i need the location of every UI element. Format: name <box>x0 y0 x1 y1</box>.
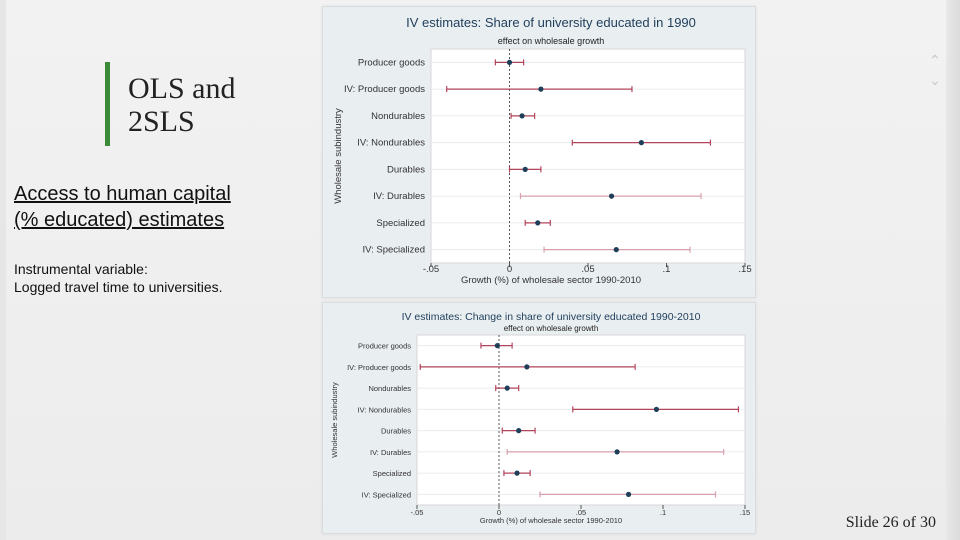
instrument-note <box>14 260 314 296</box>
y-axis-label: Wholesale subindustry <box>330 382 339 458</box>
chart-subtitle: effect on wholesale growth <box>503 324 599 333</box>
x-tick-label: .1 <box>659 508 667 517</box>
y-tick-label: Durables <box>380 426 411 436</box>
x-tick-label: .05 <box>581 264 595 275</box>
y-tick-label: IV: Specialized <box>361 490 411 500</box>
subtitle-line-2: (% educated) estimates <box>14 209 225 231</box>
estimate-point <box>654 407 659 412</box>
y-tick-label: Producer goods <box>357 57 425 69</box>
chart-subtitle: effect on wholesale growth <box>497 36 605 46</box>
instrument-note-line-2: Logged travel time to universities. <box>14 279 223 295</box>
y-tick-label: Specialized <box>376 217 425 229</box>
slide-number: Slide 26 of 30 <box>845 514 936 531</box>
chart-panel-change <box>322 302 756 534</box>
x-tick-label: 0 <box>506 264 513 275</box>
x-tick-label: -.05 <box>410 508 424 517</box>
y-tick-label: IV: Nondurables <box>357 137 425 149</box>
chart-title: IV estimates: Change in share of university educated 1990-2010 <box>401 311 701 323</box>
estimate-point <box>507 60 512 65</box>
estimate-point <box>614 247 619 252</box>
y-tick-label: IV: Specialized <box>362 244 425 256</box>
plot-area <box>417 335 745 505</box>
chevron-up-icon[interactable]: ⌃ <box>929 53 941 69</box>
y-tick-label: IV: Producer goods <box>347 362 411 372</box>
estimate-point <box>523 167 528 172</box>
title-accent-bar <box>105 62 110 146</box>
x-tick-label: .05 <box>575 508 587 517</box>
x-tick-label: .15 <box>739 508 751 517</box>
y-tick-label: Durables <box>386 164 425 176</box>
y-tick-label: IV: Producer goods <box>344 84 425 96</box>
estimate-point <box>614 449 619 454</box>
x-axis-label: Growth (%) of wholesale sector 1990-2010 <box>479 516 623 525</box>
slide-title-line-2: 2SLS <box>128 105 195 138</box>
slide-subtitle <box>14 181 314 233</box>
estimate-point <box>495 343 500 348</box>
estimate-point <box>535 220 540 225</box>
y-tick-label: Producer goods <box>358 341 411 351</box>
estimate-point <box>524 364 529 369</box>
y-tick-label: Nondurables <box>371 110 425 122</box>
slide-left-edge <box>0 0 6 540</box>
x-tick-label: .15 <box>738 264 752 275</box>
estimate-point <box>514 471 519 476</box>
chart-title: IV estimates: Share of university educated in 1990 <box>406 15 696 30</box>
estimate-point <box>626 492 631 497</box>
y-tick-label: IV: Durables <box>370 447 411 457</box>
estimate-point <box>519 113 524 118</box>
estimate-point <box>609 194 614 199</box>
plot-area <box>431 49 745 263</box>
chart-panel-1990 <box>322 6 756 298</box>
chevron-down-icon[interactable]: ⌄ <box>929 73 941 89</box>
x-tick-label: 0 <box>496 508 502 517</box>
slide-title-line-1: OLS and <box>128 72 236 105</box>
instrument-note-line-1: Instrumental variable: <box>14 261 148 277</box>
slide-title <box>128 72 308 138</box>
y-axis-label: Wholesale subindustry <box>333 108 344 204</box>
y-tick-label: Specialized <box>372 469 411 479</box>
chart-1990-svg <box>323 7 755 297</box>
x-tick-label: .1 <box>662 264 671 275</box>
estimate-point <box>639 140 644 145</box>
x-tick-label: -.05 <box>422 264 440 275</box>
estimate-point <box>505 386 510 391</box>
x-axis-label: Growth (%) of wholesale sector 1990-2010 <box>460 275 642 286</box>
slide-right-edge <box>946 0 960 540</box>
y-tick-label: IV: Durables <box>373 191 425 203</box>
estimate-point <box>516 428 521 433</box>
estimate-point <box>538 87 543 92</box>
subtitle-line-1: Access to human capital <box>14 183 231 205</box>
chart-change-svg <box>323 303 755 533</box>
y-tick-label: Nondurables <box>368 384 411 394</box>
y-tick-label: IV: Nondurables <box>357 405 411 415</box>
